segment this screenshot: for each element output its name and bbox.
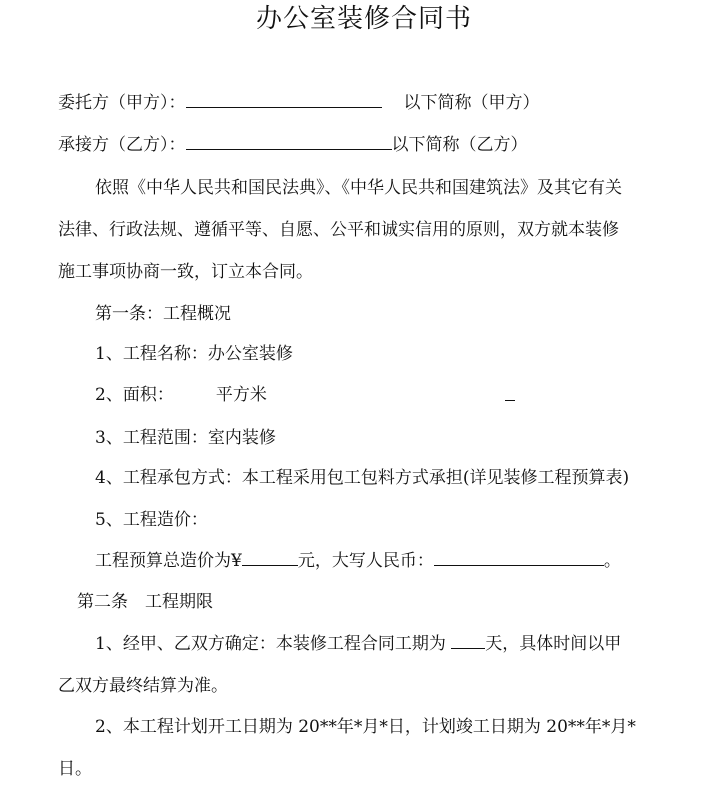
duration-suffix: 天，具体时间以甲 [485, 634, 622, 654]
article1-item1: 1、工程名称：办公室装修 [95, 344, 293, 364]
area-underscore [505, 400, 515, 401]
budget-amount-blank[interactable] [242, 549, 298, 566]
party-a-label: 委托方（甲方）： [58, 93, 186, 113]
duration-blank[interactable] [451, 632, 485, 649]
article2-item1-line2: 乙双方最终结算为准。 [58, 676, 228, 696]
party-a-blank[interactable] [186, 91, 382, 108]
document-title: 办公室装修合同书 [255, 4, 472, 34]
budget-line [95, 549, 728, 573]
article1-item4: 4、工程承包方式：本工程采用包工包料方式承担(详见装修工程预算表) [95, 468, 630, 488]
area-label: 2、面积： [95, 385, 174, 405]
area-unit: 平方米 [215, 385, 267, 405]
duration-prefix: 1、经甲、乙双方确定：本装修工程合同工期为 [95, 634, 452, 654]
article2-item2-line2: 日。 [58, 759, 92, 779]
party-a-suffix: 以下简称（甲方） [403, 93, 540, 113]
budget-end: 。 [603, 551, 621, 571]
article1-item3: 3、工程范围：室内装修 [95, 428, 276, 448]
article1-heading: 第一条：工程概况 [95, 304, 231, 324]
budget-mid: 元，大写人民币： [297, 551, 434, 571]
budget-prefix: 工程预算总造价为¥ [95, 551, 242, 571]
article1-item2 [95, 383, 728, 407]
preamble-line-2: 法律、行政法规、遵循平等、自愿、公平和诚实信用的原则，双方就本装修 [58, 220, 619, 240]
article2-heading: 第二条 工程期限 [77, 592, 213, 612]
party-a-line [58, 91, 728, 115]
party-b-suffix: 以下简称（乙方） [391, 135, 528, 155]
article1-item5: 5、工程造价： [95, 510, 208, 530]
party-b-line [58, 133, 728, 157]
party-b-label: 承接方（乙方）： [58, 135, 186, 155]
article2-item1 [95, 632, 728, 656]
article2-item2-line1: 2、本工程计划开工日期为 20**年*月*日，计划竣工日期为 20**年*月* [95, 717, 636, 737]
preamble-line-1: 依照《中华人民共和国民法典》、《中华人民共和国建筑法》及其它有关 [95, 178, 622, 198]
party-b-blank[interactable] [186, 133, 392, 150]
budget-words-blank[interactable] [434, 549, 604, 566]
preamble-line-3: 施工事项协商一致，订立本合同。 [58, 262, 313, 282]
